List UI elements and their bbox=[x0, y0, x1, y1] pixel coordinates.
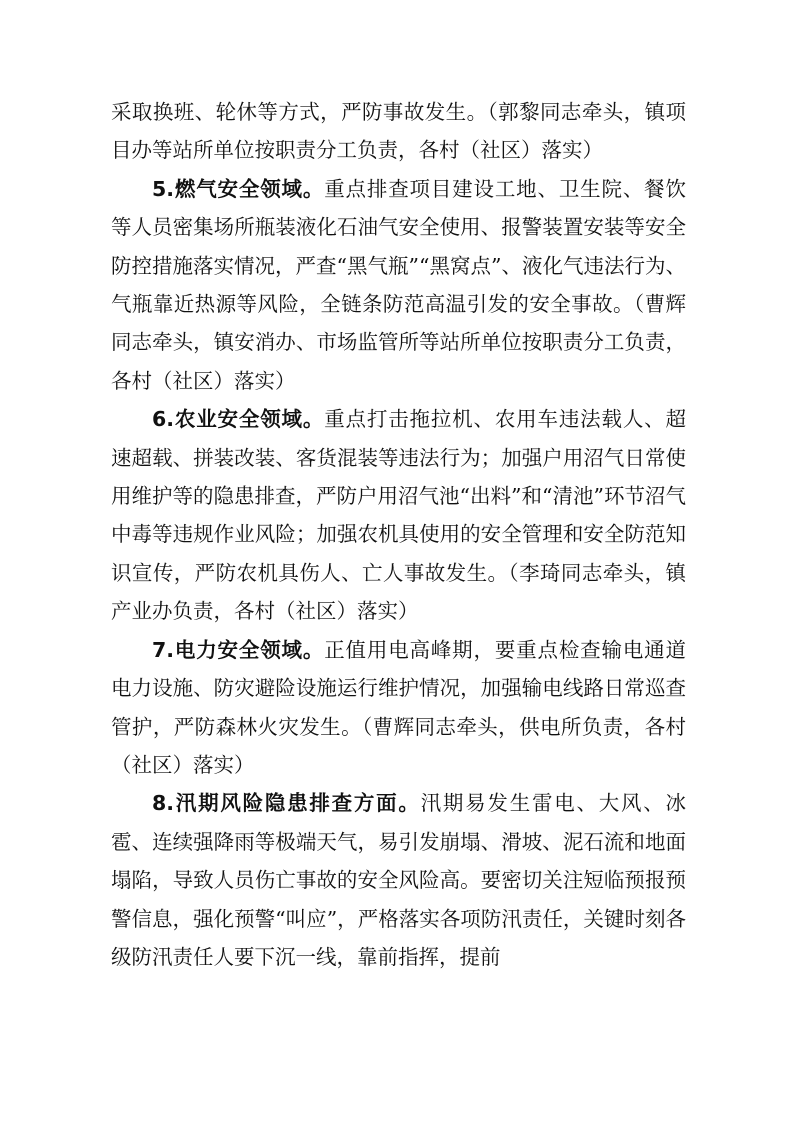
section-heading-gas-safety: 5.燃气安全领域。 bbox=[152, 176, 325, 201]
document-body bbox=[111, 93, 686, 976]
paragraph-flood-season bbox=[111, 784, 686, 976]
paragraph-agriculture-safety bbox=[111, 400, 686, 630]
section-heading-flood-season: 8.汛期风险隐患排查方面。 bbox=[152, 791, 421, 816]
section-heading-power-safety: 7.电力安全领域。 bbox=[152, 637, 325, 662]
paragraph-text: 正值用电高峰期，要重点检查输电通道电力设施、防灾避险设施运行维护情况，加强输电线路日常巡查管护，严防森林火灾发生。（曹辉同志牵头，供电所负责，各村（社区）落实） bbox=[111, 637, 686, 777]
paragraph-text: 重点打击拖拉机、农用车违法载人、超速超载、拼装改装、客货混装等违法行为；加强户用沼气日常使用维护等的隐患排查，严防户用沼气池“出料”和“清池”环节沼气中毒等违规作业风险；加强农机具使用的安全管理和安全防范知识宣传，严防农机具伤人、亡人事故发生。（李琦同志牵头，镇产业办负责，各村（社区）落实） bbox=[111, 407, 686, 624]
section-heading-agriculture-safety: 6.农业安全领域。 bbox=[152, 407, 325, 432]
paragraph-text: 汛期易发生雷电、大风、冰雹、连续强降雨等极端天气，易引发崩塌、滑坡、泥石流和地面塌陷，导致人员伤亡事故的安全风险高。要密切关注短临预报预警信息，强化预警“叫应”，严格落实各项防汛责任，关键时刻各级防汛责任人要下沉一线，靠前指挥，提前 bbox=[111, 791, 686, 969]
paragraph-gas-safety bbox=[111, 170, 686, 400]
paragraph-continuation bbox=[111, 93, 686, 170]
paragraph-power-safety bbox=[111, 631, 686, 785]
paragraph-text: 重点排查项目建设工地、卫生院、餐饮等人员密集场所瓶装液化石油气安全使用、报警装置安装等安全防控措施落实情况，严查“黑气瓶”“黑窝点”、液化气违法行为、气瓶靠近热源等风险，全链条防范高温引发的安全事故。（曹辉同志牵头，镇安消办、市场监管所等站所单位按职责分工负责，各村（社区）落实） bbox=[111, 176, 686, 393]
paragraph-text: 采取换班、轮休等方式，严防事故发生。（郭黎同志牵头，镇项目办等站所单位按职责分工负责，各村（社区）落实） bbox=[111, 100, 686, 163]
